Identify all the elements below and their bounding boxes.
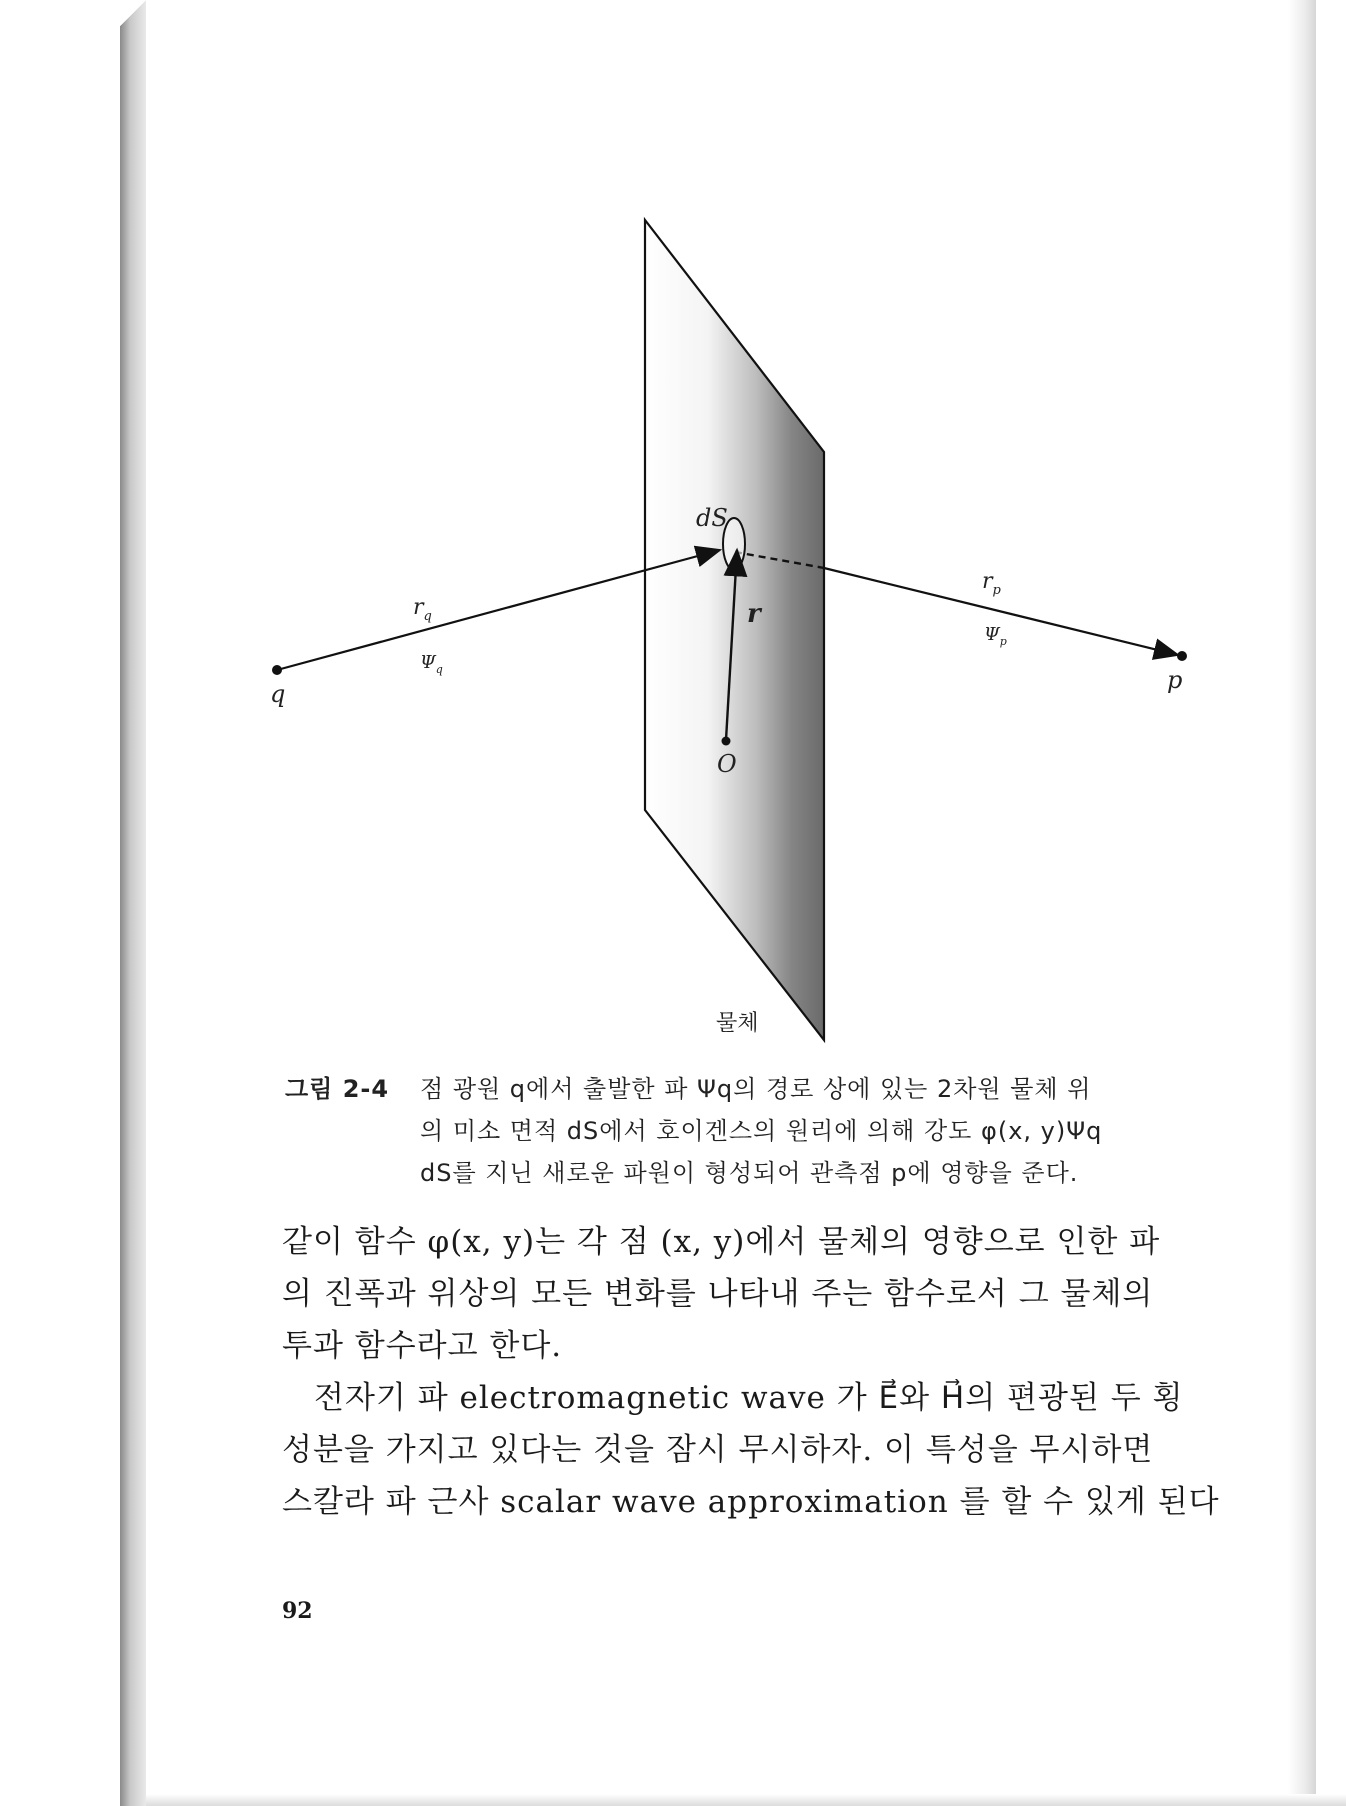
caption-line: 의 미소 면적 dS에서 호이겐스의 원리에 의해 강도 φ(x, y)Ψq bbox=[420, 1117, 1103, 1145]
object-plane bbox=[645, 220, 824, 1040]
label-q: q bbox=[270, 680, 286, 708]
body-line: 투과 함수라고 한다. bbox=[282, 1328, 563, 1364]
label-r-q: $r_q$ bbox=[413, 595, 432, 624]
label-ds: dS bbox=[696, 504, 728, 532]
caption-text bbox=[420, 1068, 1182, 1194]
label-r-p: $r_p$ bbox=[982, 569, 1001, 598]
label-object: 물체 bbox=[716, 1011, 759, 1036]
body-line: 스칼라 파 근사 scalar wave approximation 를 할 수 있게 된다 bbox=[282, 1484, 1220, 1520]
body-line: 같이 함수 φ(x, y)는 각 점 (x, y)에서 물체의 영향으로 인한 파 bbox=[282, 1224, 1161, 1260]
body-paragraphs bbox=[282, 1216, 1220, 1528]
label-psi-p: $\Psi_p$ bbox=[984, 624, 1007, 648]
label-psi-q: $\Psi_q$ bbox=[420, 652, 443, 676]
caption-label: 그림 2-4 bbox=[285, 1075, 390, 1103]
caption-line: dS를 지닌 새로운 파원이 형성되어 관측점 p에 영향을 준다. bbox=[420, 1159, 1079, 1187]
body-line: 성분을 가지고 있다는 것을 잠시 무시하자. 이 특성을 무시하면 bbox=[282, 1432, 1154, 1468]
page-bottom-shadow bbox=[146, 1794, 1346, 1806]
label-r-vector: r bbox=[747, 599, 761, 629]
origin-point-o bbox=[722, 737, 731, 746]
caption-line: 점 광원 q에서 출발한 파 Ψq의 경로 상에 있는 2차원 물체 위 bbox=[420, 1075, 1092, 1103]
body-line: 전자기 파 electromagnetic wave 가 E⃗와 H⃗의 편광된 두 횡 bbox=[314, 1380, 1184, 1416]
page-number: 92 bbox=[282, 1598, 313, 1624]
source-point-q bbox=[272, 665, 282, 675]
body-line: 의 진폭과 위상의 모든 변화를 나타내 주는 함수로서 그 물체의 bbox=[282, 1276, 1154, 1312]
observer-point-p bbox=[1177, 651, 1187, 661]
label-o: O bbox=[717, 750, 737, 778]
label-p: p bbox=[1167, 666, 1183, 694]
